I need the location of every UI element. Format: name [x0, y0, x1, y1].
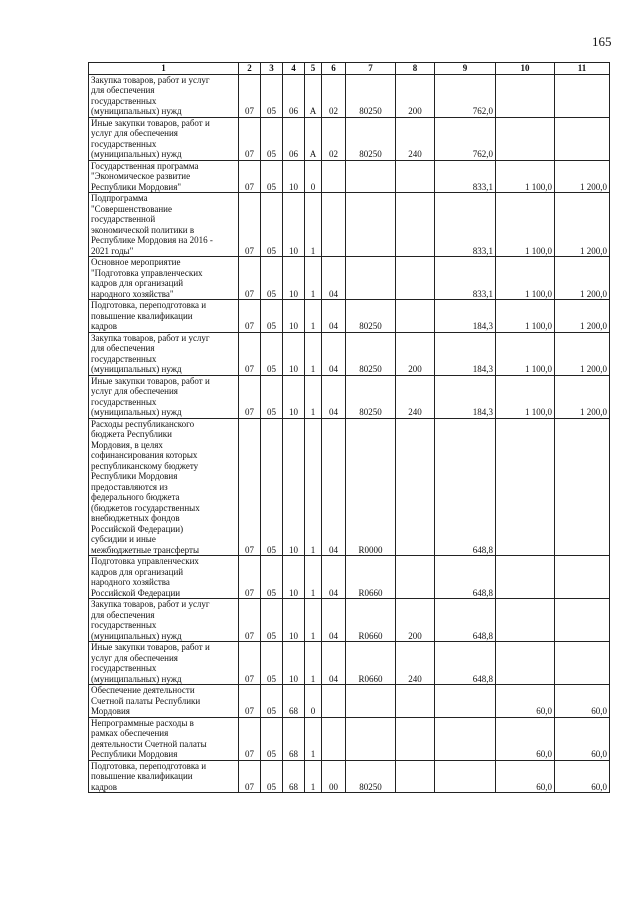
code-cell: 240 — [396, 642, 435, 685]
row-description: Непрограммные расходы в рамках обеспечения деятельности Счетной палаты Республики Мордовия — [89, 717, 239, 760]
code-cell: 07 — [239, 193, 261, 257]
amount-cell: 1 200,0 — [555, 300, 610, 333]
code-cell: 68 — [283, 685, 305, 718]
row-description: Иные закупки товаров, работ и услуг для обеспечения государственных (муниципальных) нужд — [89, 375, 239, 418]
code-cell: 06 — [283, 74, 305, 117]
amount-cell: 60,0 — [496, 685, 555, 718]
row-description: Расходы республиканского бюджета Республики Мордовия, в целях софинансирования которых республиканскому бюджету Республики Мордовия предоставляются из федерального бюджета (бюджетов государственных внебюджетных фондов Российской Федерации) субсидии и иные межбюджетные трансферты — [89, 418, 239, 556]
column-header-2: 2 — [239, 63, 261, 75]
code-cell: 07 — [239, 300, 261, 333]
code-cell: 1 — [305, 556, 322, 599]
row-description: Обеспечение деятельности Счетной палаты Республики Мордовия — [89, 685, 239, 718]
amount-cell — [555, 117, 610, 160]
code-cell: 200 — [396, 74, 435, 117]
code-cell: R0660 — [346, 642, 396, 685]
code-cell: 1 — [305, 599, 322, 642]
amount-cell — [435, 717, 496, 760]
column-header-1: 1 — [89, 63, 239, 75]
table-row — [89, 160, 610, 193]
code-cell: 1 — [305, 760, 322, 793]
code-cell — [322, 717, 346, 760]
row-description: Закупка товаров, работ и услуг для обеспечения государственных (муниципальных) нужд — [89, 332, 239, 375]
row-description: Закупка товаров, работ и услуг для обеспечения государственных (муниципальных) нужд — [89, 599, 239, 642]
code-cell — [396, 193, 435, 257]
row-description: Иные закупки товаров, работ и услуг для обеспечения государственных (муниципальных) нужд — [89, 117, 239, 160]
code-cell: 80250 — [346, 760, 396, 793]
column-header-9: 9 — [435, 63, 496, 75]
code-cell — [396, 160, 435, 193]
table-row — [89, 300, 610, 333]
code-cell: 00 — [322, 760, 346, 793]
code-cell: 05 — [261, 556, 283, 599]
amount-cell: 648,8 — [435, 599, 496, 642]
code-cell: 0 — [305, 685, 322, 718]
table-row — [89, 599, 610, 642]
column-header-11: 11 — [555, 63, 610, 75]
amount-cell: 1 200,0 — [555, 160, 610, 193]
code-cell — [396, 257, 435, 300]
code-cell: 10 — [283, 160, 305, 193]
column-header-7: 7 — [346, 63, 396, 75]
code-cell: 10 — [283, 332, 305, 375]
code-cell — [346, 685, 396, 718]
code-cell: 02 — [322, 117, 346, 160]
row-description: Подготовка, переподготовка и повышение квалификации кадров — [89, 300, 239, 333]
code-cell — [396, 717, 435, 760]
code-cell: 68 — [283, 760, 305, 793]
amount-cell: 60,0 — [555, 685, 610, 718]
table-row — [89, 74, 610, 117]
amount-cell — [435, 685, 496, 718]
column-header-10: 10 — [496, 63, 555, 75]
code-cell — [396, 418, 435, 556]
page-number: 165 — [592, 34, 612, 49]
table-row — [89, 760, 610, 793]
code-cell: 80250 — [346, 332, 396, 375]
code-cell: 80250 — [346, 300, 396, 333]
code-cell: 10 — [283, 257, 305, 300]
code-cell — [346, 717, 396, 760]
amount-cell: 762,0 — [435, 74, 496, 117]
code-cell: 200 — [396, 332, 435, 375]
amount-cell: 1 100,0 — [496, 160, 555, 193]
code-cell: 1 — [305, 642, 322, 685]
code-cell: 05 — [261, 160, 283, 193]
amount-cell: 1 200,0 — [555, 332, 610, 375]
amount-cell: 833,1 — [435, 257, 496, 300]
amount-cell: 60,0 — [555, 717, 610, 760]
code-cell: 0 — [305, 160, 322, 193]
table-row — [89, 257, 610, 300]
code-cell: 07 — [239, 642, 261, 685]
code-cell: 10 — [283, 556, 305, 599]
amount-cell — [496, 599, 555, 642]
table-row — [89, 117, 610, 160]
amount-cell — [496, 418, 555, 556]
code-cell: 04 — [322, 332, 346, 375]
amount-cell — [555, 418, 610, 556]
code-cell: 240 — [396, 375, 435, 418]
amount-cell: 833,1 — [435, 160, 496, 193]
table-row — [89, 375, 610, 418]
code-cell: 05 — [261, 375, 283, 418]
code-cell — [396, 556, 435, 599]
code-cell: 1 — [305, 332, 322, 375]
code-cell: 04 — [322, 556, 346, 599]
amount-cell — [496, 74, 555, 117]
amount-cell — [496, 642, 555, 685]
table-body — [89, 74, 610, 793]
code-cell: 07 — [239, 556, 261, 599]
amount-cell: 1 100,0 — [496, 375, 555, 418]
amount-cell — [555, 642, 610, 685]
row-description: Основное мероприятие "Подготовка управленческих кадров для организаций народного хозяйства" — [89, 257, 239, 300]
code-cell: 68 — [283, 717, 305, 760]
code-cell: 05 — [261, 717, 283, 760]
code-cell: 04 — [322, 599, 346, 642]
code-cell: 1 — [305, 375, 322, 418]
code-cell: 07 — [239, 375, 261, 418]
table-row — [89, 418, 610, 556]
amount-cell: 1 100,0 — [496, 193, 555, 257]
code-cell: 04 — [322, 257, 346, 300]
code-cell: 10 — [283, 599, 305, 642]
amount-cell: 648,8 — [435, 556, 496, 599]
code-cell: 04 — [322, 418, 346, 556]
table-row — [89, 556, 610, 599]
code-cell: 1 — [305, 717, 322, 760]
code-cell: 200 — [396, 599, 435, 642]
amount-cell: 60,0 — [496, 760, 555, 793]
code-cell: 07 — [239, 160, 261, 193]
code-cell: 05 — [261, 74, 283, 117]
amount-cell: 60,0 — [496, 717, 555, 760]
row-description: Подготовка управленческих кадров для организаций народного хозяйства Российской Федерации — [89, 556, 239, 599]
code-cell: 04 — [322, 642, 346, 685]
table-row — [89, 717, 610, 760]
code-cell: 05 — [261, 760, 283, 793]
code-cell: 10 — [283, 193, 305, 257]
column-header-6: 6 — [322, 63, 346, 75]
code-cell: 07 — [239, 117, 261, 160]
code-cell: 1 — [305, 193, 322, 257]
code-cell: 07 — [239, 332, 261, 375]
code-cell — [396, 685, 435, 718]
code-cell: 05 — [261, 193, 283, 257]
table-row — [89, 642, 610, 685]
code-cell: 05 — [261, 418, 283, 556]
code-cell: 05 — [261, 642, 283, 685]
code-cell — [346, 257, 396, 300]
row-description: Подготовка, переподготовка и повышение квалификации кадров — [89, 760, 239, 793]
code-cell: 07 — [239, 760, 261, 793]
code-cell — [346, 160, 396, 193]
amount-cell — [555, 556, 610, 599]
column-header-3: 3 — [261, 63, 283, 75]
code-cell: 02 — [322, 74, 346, 117]
code-cell: 04 — [322, 375, 346, 418]
row-description: Подпрограмма "Совершенствование государственной экономической политики в Республике Мордовия на 2016 - 2021 годы" — [89, 193, 239, 257]
column-header-4: 4 — [283, 63, 305, 75]
code-cell: 05 — [261, 257, 283, 300]
code-cell: 05 — [261, 599, 283, 642]
code-cell: 04 — [322, 300, 346, 333]
amount-cell: 60,0 — [555, 760, 610, 793]
amount-cell — [555, 74, 610, 117]
code-cell: А — [305, 74, 322, 117]
table-row — [89, 685, 610, 718]
amount-cell: 1 200,0 — [555, 375, 610, 418]
code-cell — [322, 193, 346, 257]
row-description: Закупка товаров, работ и услуг для обеспечения государственных (муниципальных) нужд — [89, 74, 239, 117]
code-cell: А — [305, 117, 322, 160]
code-cell: 05 — [261, 332, 283, 375]
code-cell: 80250 — [346, 74, 396, 117]
code-cell — [322, 685, 346, 718]
code-cell: R0000 — [346, 418, 396, 556]
code-cell: R0660 — [346, 599, 396, 642]
code-cell: 07 — [239, 74, 261, 117]
amount-cell — [496, 556, 555, 599]
code-cell — [346, 193, 396, 257]
code-cell: 10 — [283, 375, 305, 418]
code-cell: 05 — [261, 685, 283, 718]
table-header-row — [89, 63, 610, 75]
code-cell: 07 — [239, 257, 261, 300]
code-cell: 240 — [396, 117, 435, 160]
code-cell: 06 — [283, 117, 305, 160]
amount-cell: 184,3 — [435, 332, 496, 375]
code-cell: 1 — [305, 257, 322, 300]
amount-cell: 648,8 — [435, 642, 496, 685]
column-header-5: 5 — [305, 63, 322, 75]
column-header-8: 8 — [396, 63, 435, 75]
code-cell — [396, 760, 435, 793]
code-cell: 07 — [239, 717, 261, 760]
amount-cell: 833,1 — [435, 193, 496, 257]
amount-cell: 1 100,0 — [496, 300, 555, 333]
amount-cell: 184,3 — [435, 375, 496, 418]
amount-cell: 1 100,0 — [496, 332, 555, 375]
code-cell — [396, 300, 435, 333]
code-cell: 05 — [261, 300, 283, 333]
row-description: Государственная программа "Экономическое развитие Республики Мордовия" — [89, 160, 239, 193]
amount-cell: 762,0 — [435, 117, 496, 160]
code-cell: 10 — [283, 642, 305, 685]
amount-cell: 1 200,0 — [555, 193, 610, 257]
amount-cell: 184,3 — [435, 300, 496, 333]
code-cell: 80250 — [346, 117, 396, 160]
code-cell: 07 — [239, 685, 261, 718]
amount-cell: 1 100,0 — [496, 257, 555, 300]
code-cell: 05 — [261, 117, 283, 160]
amount-cell: 648,8 — [435, 418, 496, 556]
budget-table — [88, 62, 610, 793]
code-cell: 1 — [305, 300, 322, 333]
amount-cell — [555, 599, 610, 642]
code-cell: 07 — [239, 418, 261, 556]
code-cell: 07 — [239, 599, 261, 642]
code-cell: 80250 — [346, 375, 396, 418]
amount-cell — [496, 117, 555, 160]
amount-cell — [435, 760, 496, 793]
table-row — [89, 193, 610, 257]
code-cell: 1 — [305, 418, 322, 556]
code-cell — [322, 160, 346, 193]
amount-cell: 1 200,0 — [555, 257, 610, 300]
code-cell: 10 — [283, 418, 305, 556]
row-description: Иные закупки товаров, работ и услуг для обеспечения государственных (муниципальных) нужд — [89, 642, 239, 685]
table-row — [89, 332, 610, 375]
code-cell: 10 — [283, 300, 305, 333]
code-cell: R0660 — [346, 556, 396, 599]
